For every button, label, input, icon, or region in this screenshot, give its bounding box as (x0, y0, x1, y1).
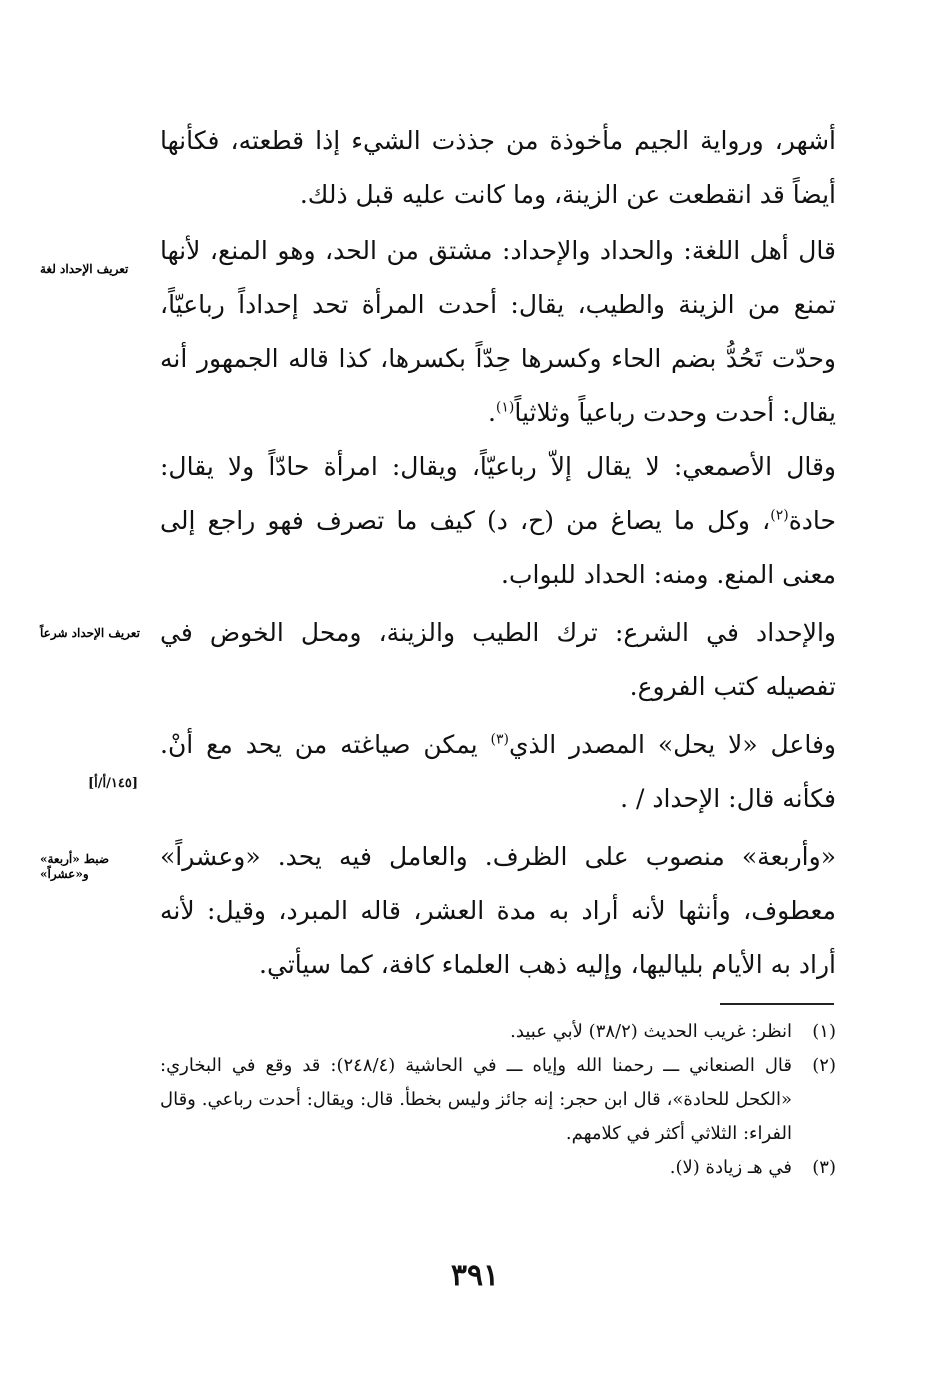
side-note-definition-language: تعريف الإحداد لغة (40, 262, 129, 276)
footnote-ref-3: (٣) (490, 731, 509, 748)
paragraph-2: قال أهل اللغة: والحداد والإحداد: مشتق من الحد، وهو المنع، لأنها تمنع من الزينة والطيب، يقال: أحدت المرأة تحد إحداداً رباعيّاً، وحدّت تَحُدُّ بضم الحاء وكسرها حِدّاً بكسرها، كذا قاله الجمهور أنه يقال: أحدت وحدت رباعياً وثلاثياً$^{(١)}$. (160, 236, 836, 427)
footnote-number: (١) (812, 1021, 836, 1042)
page-number: ٣٩١ (450, 1258, 500, 1293)
side-note-vocalization: ضبط «أربعة» و«عشراً» (40, 852, 110, 881)
footnote-number: (٢) (812, 1055, 836, 1076)
footnote-3: (٣) في هـ زيادة (لا). (160, 1151, 836, 1185)
footnote-1: (١) انظر: غريب الحديث (٣٨/٢) لأبي عبيد. (160, 1015, 836, 1049)
footnote-ref-2: (٢) (770, 507, 789, 524)
footnote-separator (720, 1003, 834, 1005)
side-note-definition-sharia: تعريف الإحداد شرعاً (40, 626, 140, 640)
manuscript-reference: [١٤٥/أ/أ] (88, 776, 138, 791)
footnote-ref-1: (١) (495, 399, 515, 416)
paragraph-4: والإحداد في الشرع: ترك الطيب والزينة، ومحل الخوض في تفصيله كتب الفروع. (160, 618, 836, 701)
footnote-2: (٢) قال الصنعاني ـــ رحمنا الله وإياه ـــ في الحاشية (٢٤٨/٤): قد وقع في البخاري: «الكحل للحادة»، قال ابن حجر: إنه جائز وليس بخطأ. قال: ويقال: أحدت رباعي. وقال الفراء: الثلاثي أكثر في كلامهم. (160, 1049, 836, 1151)
paragraph-3: وقال الأصمعي: لا يقال إلاّ رباعيّاً، ويقال: امرأة حادّاً ولا يقال: حادة$^{(٢)}$، وكل ما يصاغ من (ح، د) كيف ما تصرف فهو راجع إلى معنى المنع. ومنه: الحداد للبواب. (160, 452, 836, 589)
footnote-number: (٣) (812, 1157, 836, 1178)
paragraph-1: أشهر، ورواية الجيم مأخوذة من جذذت الشيء إذا قطعته، فكأنها أيضاً قد انقطعت عن الزينة، وما كانت عليه قبل ذلك. (160, 126, 836, 209)
paragraph-5: وفاعل «لا يحل» المصدر الذي$^{(٣)}$ يمكن صياغته من يحد مع أنْ. فكأنه قال: الإحداد / . (160, 730, 836, 813)
footnotes (160, 1015, 836, 1185)
paragraph-6: «وأربعة» منصوب على الظرف. والعامل فيه يحد. «وعشراً» معطوف، وأنثها لأنه أراد به مدة العشر، قاله المبرد، وقيل: لأنه أراد به الأيام بلياليها، وإليه ذهب العلماء كافة، كما سيأتي. (160, 842, 836, 979)
